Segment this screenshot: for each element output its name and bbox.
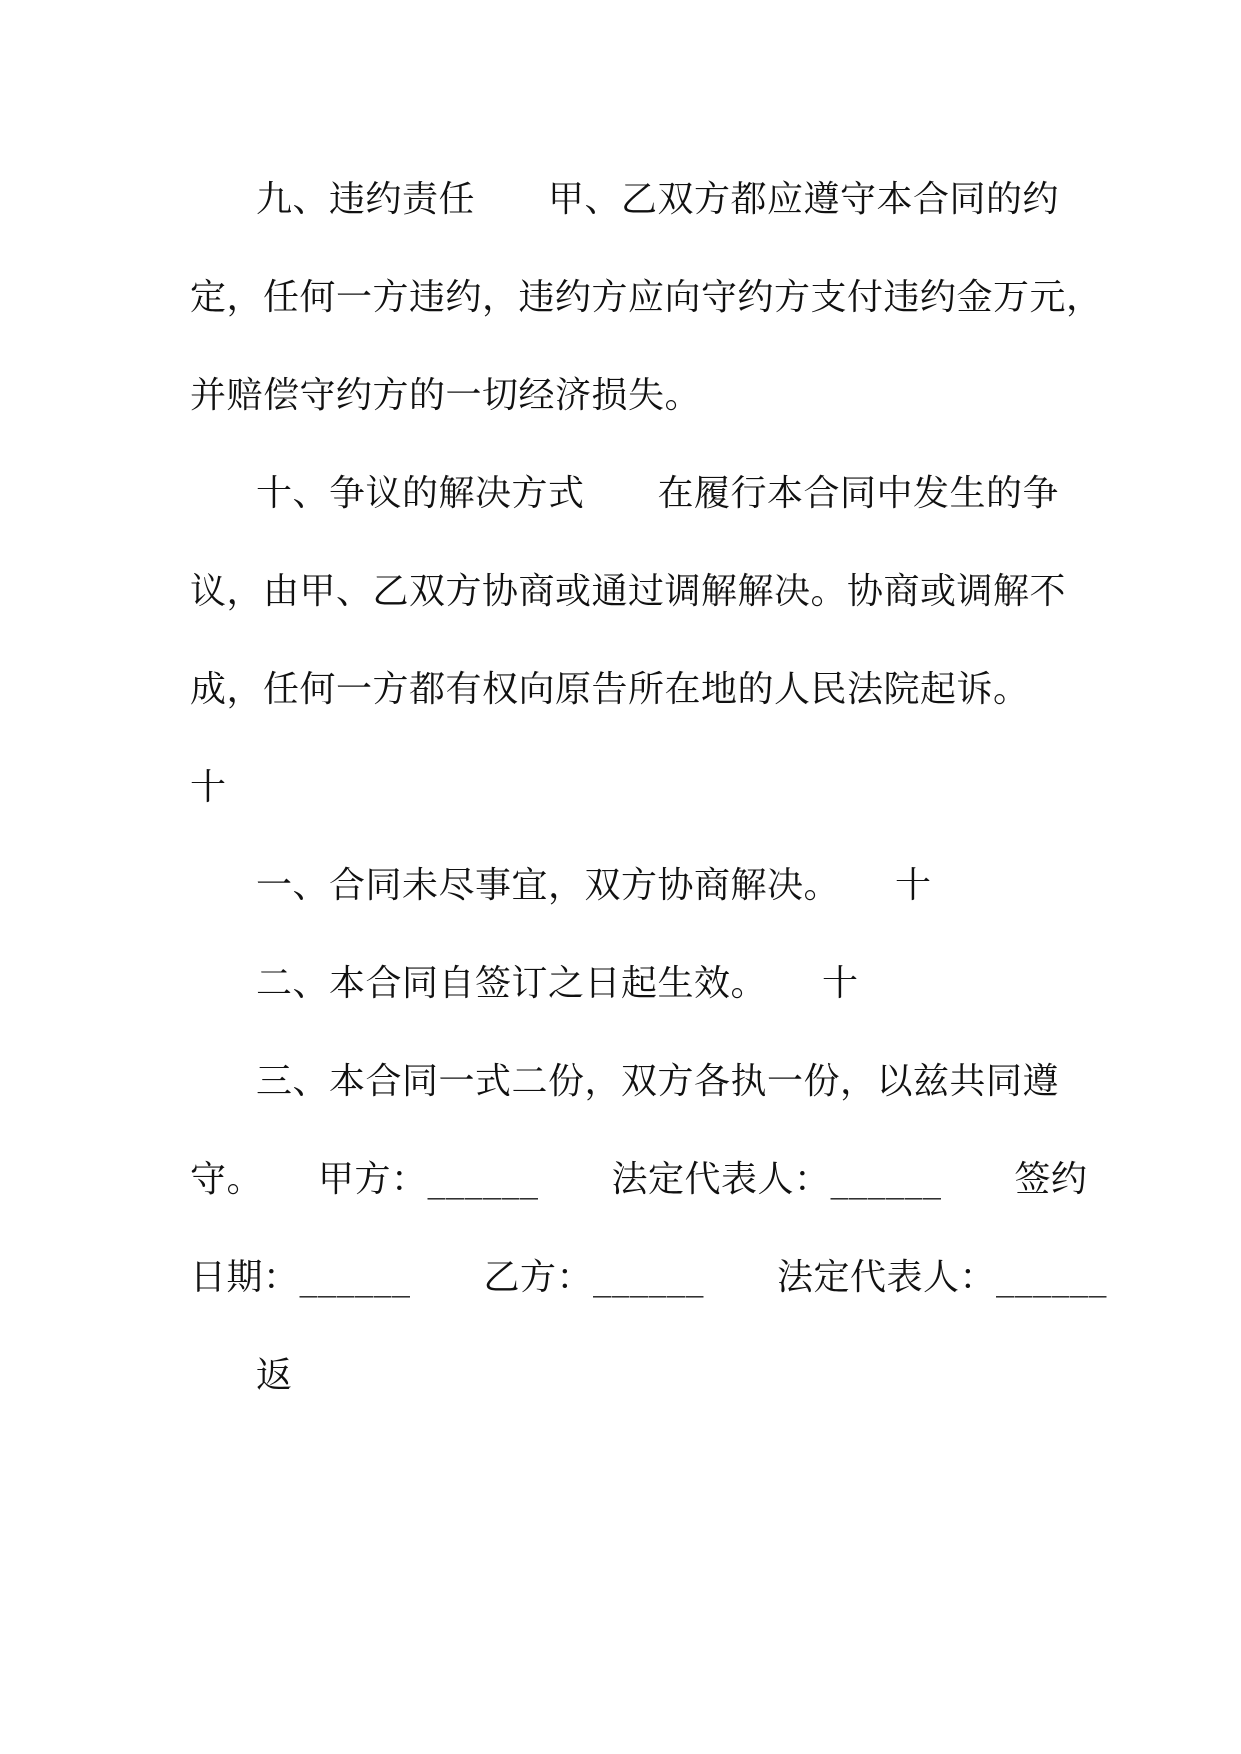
return-text: 返 <box>256 1355 293 1396</box>
clause-9-line-2: 定，任何一方违约，违约方应向守约方支付违约金万元， <box>190 277 1103 318</box>
clause-13-line-1: 三、本合同一式二份，双方各执一份，以兹共同遵 <box>256 1061 1060 1102</box>
clause-12-line: 二、本合同自签订之日起生效。 十 <box>256 963 859 1004</box>
clause-10-line-3: 成，任何一方都有权向原告所在地的人民法院起诉。 <box>190 669 1030 710</box>
clause-11-line: 一、合同未尽事宜，双方协商解决。 十 <box>256 865 932 906</box>
clause-9-line-3: 并赔偿守约方的一切经济损失。 <box>190 375 702 416</box>
signature-line-1: 守。 甲方：______ 法定代表人：______ 签约 <box>190 1159 1088 1200</box>
clause-10-line-2: 议，由甲、乙双方协商或通过调解解决。协商或调解不 <box>190 571 1067 612</box>
clause-10-line-1: 十、争议的解决方式 在履行本合同中发生的争 <box>256 473 1060 514</box>
clause-9-line-1: 九、违约责任 甲、乙双方都应遵守本合同的约 <box>256 179 1060 220</box>
clause-11-number-line: 十 <box>190 767 227 808</box>
signature-line-2: 日期：______ 乙方：______ 法定代表人：______ <box>190 1257 1108 1298</box>
